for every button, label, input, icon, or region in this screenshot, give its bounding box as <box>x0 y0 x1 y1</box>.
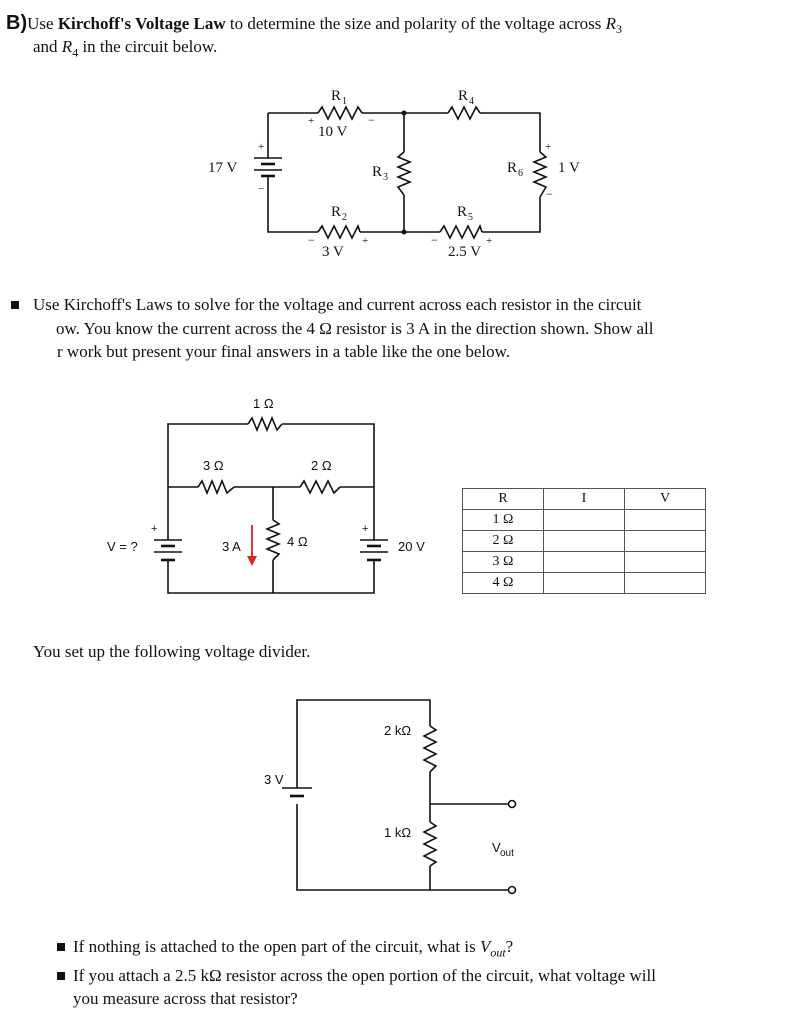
c2-r-mid-label: 2 Ω <box>311 458 332 473</box>
divider-intro: You set up the following voltage divider. <box>33 642 311 661</box>
battery-3v <box>282 788 312 796</box>
question-2-line1: If you attach a 2.5 kΩ resistor across the open portion of the circuit, what voltage will <box>73 966 656 985</box>
table-header-i: I <box>544 489 625 510</box>
question-2-line2: you measure across that resistor? <box>73 989 298 1008</box>
resistor-1k <box>424 822 436 866</box>
c1-17v-minus: − <box>258 183 265 195</box>
table-cell-i[interactable] <box>544 552 625 573</box>
q1-text-b: ? <box>505 937 514 956</box>
c2-left-plus: + <box>151 523 158 535</box>
table-cell-r: 1 Ω <box>463 510 544 531</box>
part-b-line2-var: R <box>61 37 73 56</box>
battery-left <box>154 540 182 560</box>
terminal-top <box>509 801 516 808</box>
part-b-sub: 3 <box>616 22 623 37</box>
c1-r5-minus: − <box>431 233 438 247</box>
question-1 <box>73 936 513 963</box>
part-b-line2-sub: 4 <box>72 45 79 60</box>
q1-text-a: If nothing is attached to the open part of the circuit, what is <box>73 937 480 956</box>
c1-r6-plus: + <box>545 141 552 153</box>
bullet-1 <box>11 301 19 309</box>
battery-right <box>360 540 388 560</box>
resistor-r2 <box>318 226 360 238</box>
c1-r6-minus: − <box>546 187 553 201</box>
c3-vout-sub: out <box>500 848 514 859</box>
c1-r1-sub: 1 <box>342 96 347 107</box>
resistor-2k <box>424 726 436 772</box>
kirchoff-line2: ow. You know the current across the 4 Ω resistor is 3 A in the direction shown. Show all <box>56 319 654 338</box>
c1-r1-plus: + <box>308 115 315 127</box>
c2-r-center-label: 4 Ω <box>287 534 308 549</box>
c1-r1-voltage: 10 V <box>318 124 348 140</box>
part-b-text-a: Use <box>27 14 58 33</box>
c1-r3-label: R <box>372 164 383 180</box>
part-b-var: R <box>605 14 617 33</box>
terminal-bottom <box>509 887 516 894</box>
bullet-3 <box>57 972 65 980</box>
resistor-r1 <box>318 107 362 119</box>
c3-r-bottom-label: 1 kΩ <box>384 825 412 840</box>
c2-v-left-label: V = ? <box>107 539 138 554</box>
resistor-r5 <box>440 226 482 238</box>
c1-r6-label: R <box>507 160 518 176</box>
table-row <box>463 573 706 594</box>
part-b-text-b: to determine the size and polarity of the voltage across <box>225 14 606 33</box>
c1-r6-sub: 6 <box>518 168 523 179</box>
c2-right-plus: + <box>362 523 369 535</box>
resistor-r3 <box>398 152 410 195</box>
c1-r5-sub: 5 <box>468 212 473 223</box>
c2-r-left-label: 3 Ω <box>203 458 224 473</box>
kirchoff-line3: r work but present your final answers in a table like the one below. <box>57 342 511 361</box>
c1-r2-minus: − <box>308 233 315 247</box>
bullet-2 <box>57 943 65 951</box>
c1-r1-minus: − <box>368 113 375 127</box>
answer-table <box>462 488 706 594</box>
part-b-line2-b: in the circuit below. <box>78 37 218 56</box>
table-row <box>463 510 706 531</box>
table-cell-r: 3 Ω <box>463 552 544 573</box>
resistor-3ohm <box>198 481 234 493</box>
table-header-v: V <box>625 489 706 510</box>
resistor-r6 <box>534 152 546 197</box>
part-b-bold: Kirchoff's Voltage Law <box>57 14 226 33</box>
c1-r1-label: R <box>331 88 342 104</box>
current-arrow-icon <box>247 525 257 566</box>
resistor-r4 <box>448 107 480 119</box>
table-cell-i[interactable] <box>544 510 625 531</box>
c1-17v-plus: + <box>258 141 265 153</box>
table-cell-v[interactable] <box>625 573 706 594</box>
table-cell-i[interactable] <box>544 531 625 552</box>
c1-r2-sub: 2 <box>342 212 347 223</box>
circuit-diagram-1 <box>0 0 801 280</box>
resistor-4ohm <box>267 520 279 560</box>
c1-17v-label: 17 V <box>208 160 238 176</box>
c1-r3-sub: 3 <box>383 172 388 183</box>
table-header-r: R <box>463 489 544 510</box>
c3-source-label: 3 V <box>264 772 284 787</box>
part-b-label: B) <box>6 12 28 34</box>
table-cell-v[interactable] <box>625 531 706 552</box>
resistor-1ohm <box>248 418 282 430</box>
c1-r4-sub: 4 <box>469 96 474 107</box>
c1-r4-label: R <box>458 88 469 104</box>
c3-vout-label: V <box>492 840 501 855</box>
resistor-2ohm <box>300 481 340 493</box>
c1-r5-plus: + <box>486 235 493 247</box>
circuit-diagram-3 <box>0 680 560 910</box>
c2-current-label: 3 A <box>222 539 241 554</box>
c2-wire <box>168 424 374 593</box>
c1-r2-label: R <box>331 204 342 220</box>
c2-v-right-label: 20 V <box>398 539 425 554</box>
battery-17v <box>254 158 282 176</box>
table-row <box>463 531 706 552</box>
c1-r2-plus: + <box>362 235 369 247</box>
table-cell-r: 4 Ω <box>463 573 544 594</box>
c1-r2-voltage: 3 V <box>322 244 344 260</box>
table-cell-r: 2 Ω <box>463 531 544 552</box>
q1-var: V <box>479 937 491 956</box>
q1-sub: out <box>490 945 506 960</box>
c2-r-top-label: 1 Ω <box>253 396 274 411</box>
table-cell-v[interactable] <box>625 552 706 573</box>
circuit-diagram-2 <box>0 380 460 620</box>
c1-r5-label: R <box>457 204 468 220</box>
table-cell-v[interactable] <box>625 510 706 531</box>
table-row <box>463 552 706 573</box>
c3-r-top-label: 2 kΩ <box>384 723 412 738</box>
c1-r5-voltage: 2.5 V <box>448 244 482 260</box>
kirchoff-line1: Use Kirchoff's Laws to solve for the voltage and current across each resistor in the circuit <box>33 295 642 314</box>
table-header-row <box>463 489 706 510</box>
c1-r6-voltage: 1 V <box>558 160 580 176</box>
part-b-line2-a: and <box>33 37 62 56</box>
table-cell-i[interactable] <box>544 573 625 594</box>
